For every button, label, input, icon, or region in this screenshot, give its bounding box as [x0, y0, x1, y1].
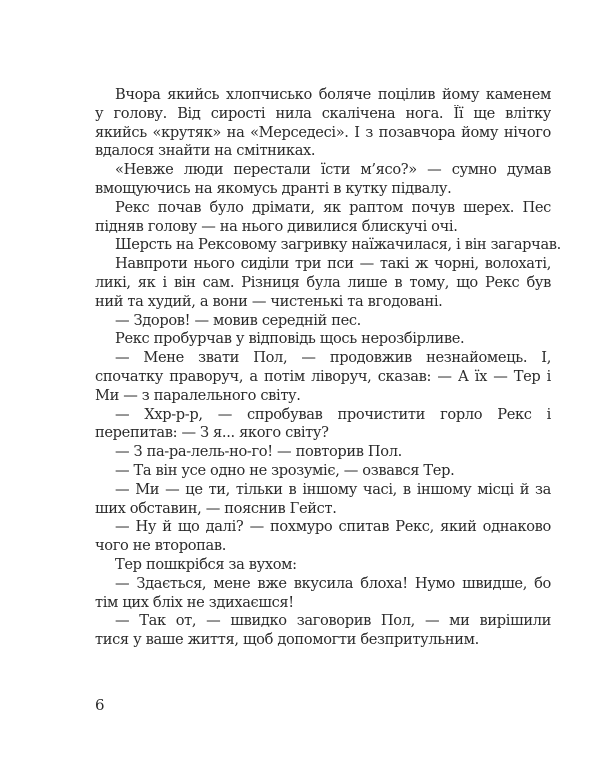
- page-number: 6: [95, 696, 105, 714]
- text-line: у голову. Від сирості нила скалічена нога. Її ще влітку: [95, 104, 551, 122]
- text-line: — Ми — це ти, тільки в іншому часі, в іншому місці й за: [115, 480, 551, 498]
- text-line: якийсь «крутяк» на «Мерседесі». І з позавчора йому нічого: [95, 123, 551, 141]
- text-line: — Мене звати Пол, — продовжив незнайомець. І,: [115, 349, 551, 367]
- text-line: Вчора якийсь хлопчисько боляче поцілив йому каменем: [115, 86, 551, 103]
- text-line: перепитав: — З я... якого світу?: [95, 424, 329, 442]
- text-line: підняв голову — на нього дивилися блискучі очі.: [95, 217, 458, 235]
- text-line: Тер пошкрібся за вухом:: [115, 555, 297, 573]
- text-line: — Здоров! — мовив середній пес.: [115, 311, 361, 329]
- text-line: тім цих бліх не здихаєшся!: [95, 593, 294, 611]
- text-line: тися у ваше життя, щоб допомогти безпритульним.: [95, 631, 479, 649]
- text-line: ний та худий, а вони — чистенькі та вгодовані.: [95, 292, 443, 310]
- text-line: вдалося знайти на смітниках.: [95, 142, 316, 160]
- text-line: — Здається, мене вже вкусила блоха! Нумо швидше, бо: [115, 574, 551, 592]
- text-line: — Так от, — швидко заговорив Пол, — ми вирішили: [115, 612, 551, 630]
- text-line: Навпроти нього сиділи три пси — такі ж чорні, волохаті,: [115, 255, 551, 273]
- body-text: [95, 86, 561, 650]
- text-line: — Ну й що далі? — похмуро спитав Рекс, який однаково: [115, 518, 551, 536]
- text-line: Рекс пробурчав у відповідь щось нерозбірливе.: [115, 330, 465, 348]
- text-line: вмощуючись на якомусь дранті в кутку підвалу.: [95, 179, 452, 197]
- text-line: Шерсть на Рексовому загривку наїжачилася, і він загарчав.: [115, 236, 561, 254]
- text-line: спочатку праворуч, а потім ліворуч, сказав: — А їх — Тер і: [95, 367, 551, 385]
- text-line: ших обставин, — пояснив Гейст.: [95, 499, 337, 517]
- text-line: — Та він усе одно не зрозуміє, — озвався Тер.: [115, 461, 455, 479]
- text-line: — Ххр-р-р, — спробував прочистити горло Рекс і: [115, 405, 551, 423]
- text-line: Ми — з паралельного світу.: [95, 386, 301, 404]
- text-line: «Невже люди перестали їсти м’ясо?» — сумно думав: [115, 161, 551, 179]
- text-line: — З па-ра-лель-но-го! — повторив Пол.: [115, 443, 402, 461]
- text-line: чого не второпав.: [95, 537, 227, 555]
- text-line: ликі, як і він сам. Різниця була лише в тому, що Рекс був: [95, 273, 551, 291]
- text-line: Рекс почав було дрімати, як раптом почув шерех. Пес: [115, 198, 551, 216]
